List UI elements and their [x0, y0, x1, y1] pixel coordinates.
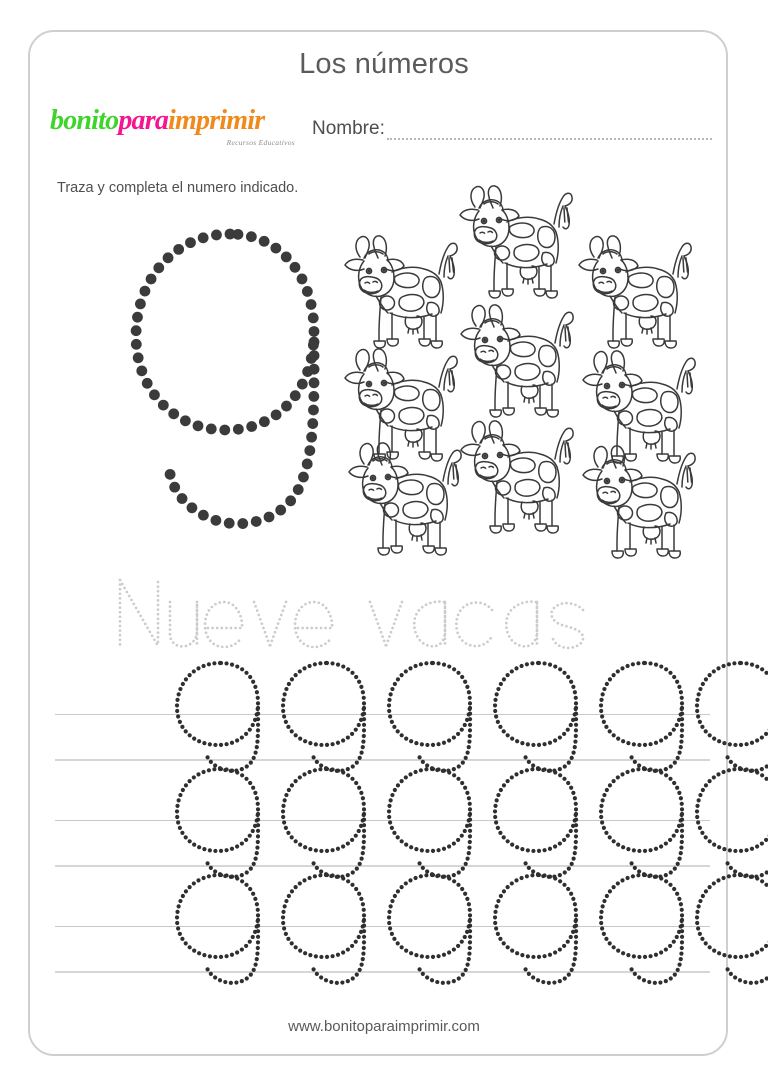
practice-nine-dots — [168, 761, 272, 881]
practice-nine-dots — [592, 761, 696, 881]
footer-url: www.bonitoparaimprimir.com — [288, 1018, 480, 1035]
practice-digit-nine[interactable] — [592, 655, 696, 761]
cow-icon — [344, 434, 464, 562]
practice-nine-dots — [274, 867, 378, 987]
practice-digit-nine[interactable] — [274, 761, 378, 867]
cow-icon — [340, 227, 460, 355]
practice-digit-nine[interactable] — [380, 867, 484, 973]
logo-wordmark — [50, 106, 295, 136]
practice-nine-dots — [688, 655, 768, 775]
practice-nine-dots — [486, 655, 590, 775]
practice-digit-nine[interactable] — [168, 761, 272, 867]
big-digit-nine-dots — [112, 212, 342, 542]
practice-nine-dots — [168, 867, 272, 987]
practice-digit-nine[interactable] — [168, 655, 272, 761]
practice-nine-dots — [380, 761, 484, 881]
practice-nine-dots — [168, 655, 272, 775]
practice-digit-nine[interactable] — [168, 867, 272, 973]
instruction-text: Traza y completa el numero indicado. — [57, 180, 299, 196]
page-title: Los números — [299, 48, 469, 80]
practice-row — [48, 761, 720, 867]
practice-digit-nine[interactable] — [486, 655, 590, 761]
practice-nine-dots — [380, 867, 484, 987]
cow-item — [574, 227, 694, 360]
cow-item — [578, 437, 698, 570]
name-field-label: Nombre: — [312, 118, 385, 139]
cow-group — [330, 172, 720, 567]
logo-tagline: Recursos Educativos — [226, 138, 295, 147]
cow-icon — [456, 412, 576, 540]
practice-nine-dots — [486, 761, 590, 881]
practice-digit-nine[interactable] — [486, 761, 590, 867]
practice-digit-nine[interactable] — [274, 867, 378, 973]
cow-icon — [578, 437, 698, 565]
name-input-line[interactable] — [387, 126, 712, 140]
big-traced-digit[interactable] — [112, 212, 342, 542]
cow-item — [456, 412, 576, 545]
practice-digit-nine[interactable] — [380, 761, 484, 867]
practice-row — [48, 655, 720, 761]
brand-logo — [50, 106, 295, 158]
practice-digit-nine[interactable] — [592, 761, 696, 867]
practice-nine-dots — [688, 761, 768, 881]
practice-row — [48, 867, 720, 973]
cow-icon — [455, 177, 575, 305]
cow-icon — [456, 296, 576, 424]
practice-nine-dots — [592, 867, 696, 987]
practice-digit-nine[interactable] — [380, 655, 484, 761]
cow-item — [344, 434, 464, 567]
logo-part-para: para — [118, 105, 169, 136]
practice-nine-dots — [592, 655, 696, 775]
practice-digit-nine[interactable] — [688, 655, 768, 761]
practice-nine-dots — [274, 761, 378, 881]
cow-item — [456, 296, 576, 429]
cow-icon — [574, 227, 694, 355]
practice-nine-dots — [274, 655, 378, 775]
practice-digit-nine[interactable] — [688, 867, 768, 973]
traced-word[interactable] — [112, 568, 672, 663]
practice-digit-nine[interactable] — [274, 655, 378, 761]
traced-word-dots — [112, 568, 672, 663]
practice-digit-nine[interactable] — [688, 761, 768, 867]
practice-nine-dots — [486, 867, 590, 987]
name-field-row — [312, 118, 712, 140]
practice-digit-nine[interactable] — [486, 867, 590, 973]
practice-nine-dots — [688, 867, 768, 987]
cow-item — [455, 177, 575, 310]
logo-part-imprimir: imprimir — [168, 105, 265, 136]
practice-area — [48, 655, 720, 985]
logo-part-bonito: bonito — [50, 105, 119, 136]
practice-nine-dots — [380, 655, 484, 775]
practice-digit-nine[interactable] — [592, 867, 696, 973]
